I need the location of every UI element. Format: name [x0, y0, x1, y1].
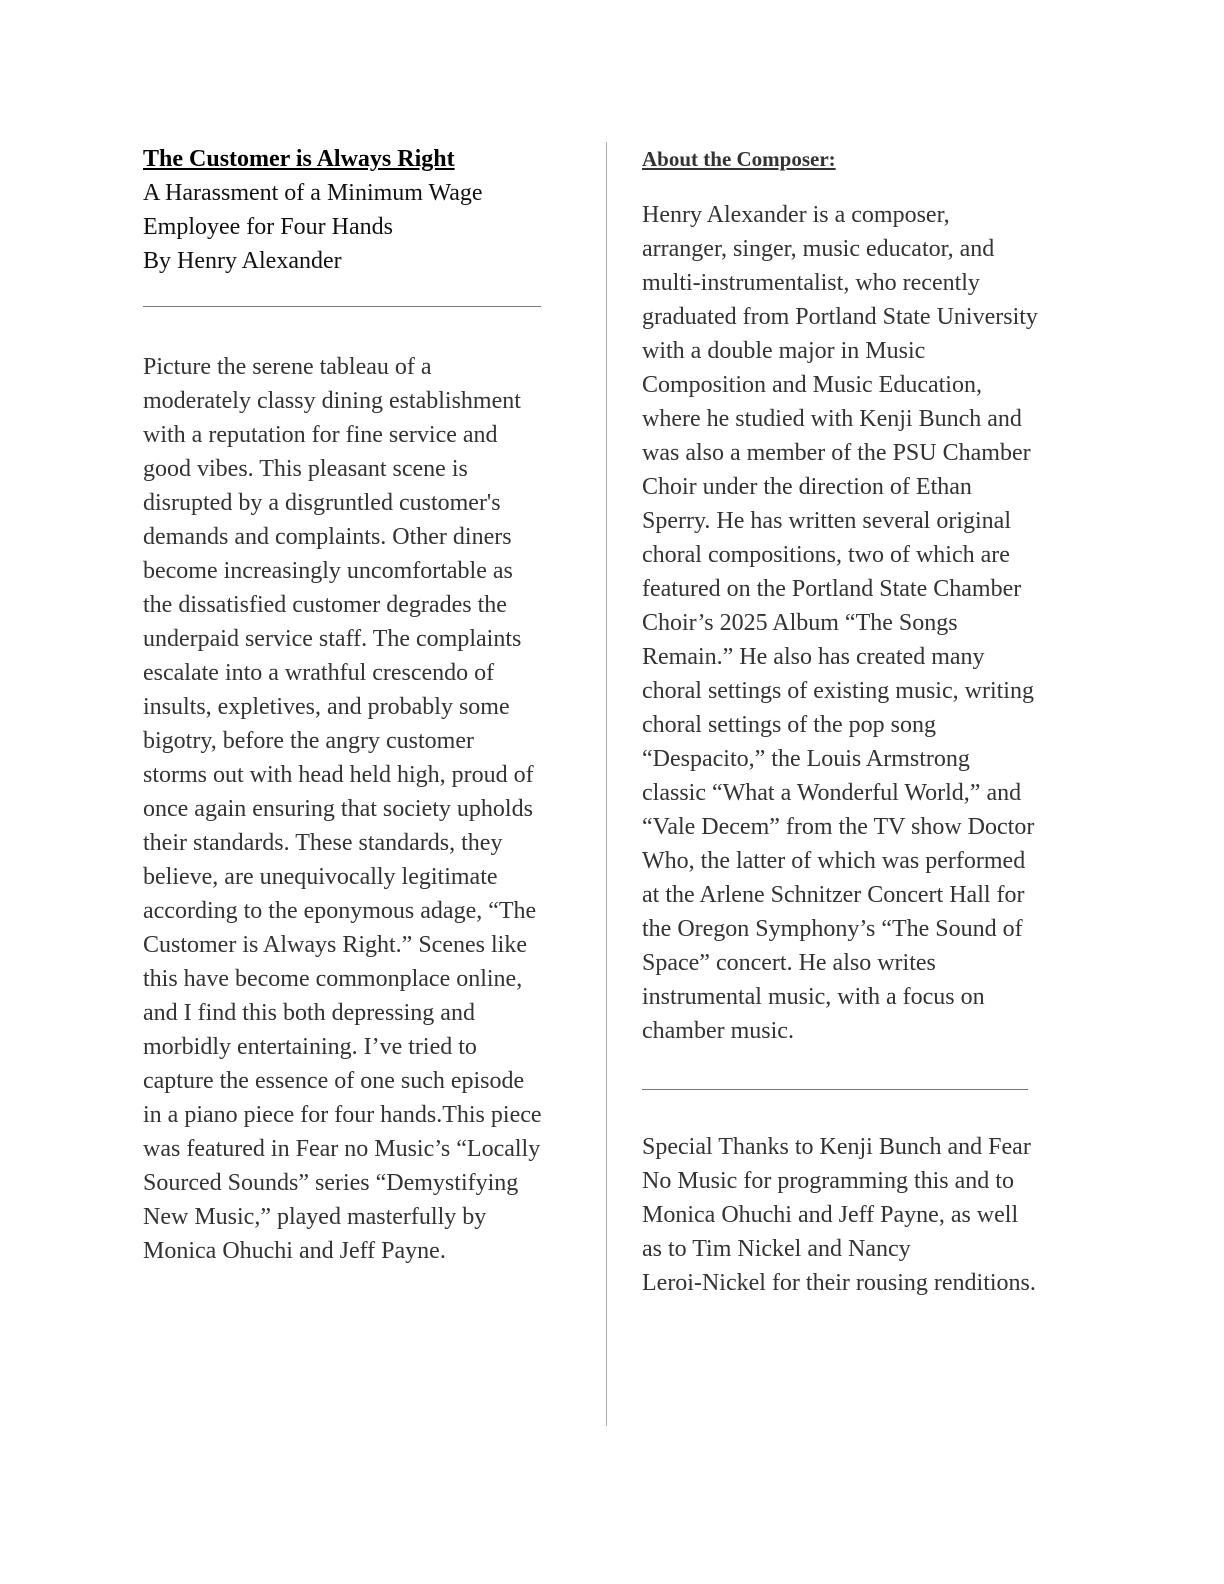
- bio-line: the Oregon Symphony’s “The Sound of: [642, 916, 1023, 942]
- description-line: was featured in Fear no Music’s “Locally: [143, 1136, 541, 1162]
- bio-line: classic “What a Wonderful World,” and: [642, 780, 1022, 806]
- description-line: New Music,” played masterfully by: [143, 1204, 487, 1230]
- piece-description: [143, 350, 583, 1268]
- thanks-line: No Music for programming this and to: [642, 1168, 1014, 1194]
- left-horizontal-rule: [143, 306, 541, 307]
- special-thanks: [642, 1130, 1082, 1300]
- description-line: escalate into a wrathful crescendo of: [143, 660, 495, 686]
- thanks-line: Leroi-Nickel for their rousing renditions.: [642, 1270, 1036, 1296]
- bio-line: Sperry. He has written several original: [642, 508, 1011, 534]
- description-line: moderately classy dining establishment: [143, 388, 521, 414]
- bio-line: Henry Alexander is a composer,: [642, 202, 950, 228]
- description-line: insults, expletives, and probably some: [143, 694, 510, 720]
- composer-bio: [642, 198, 1082, 1048]
- bio-line: Composition and Music Education,: [642, 372, 982, 398]
- description-line: disrupted by a disgruntled customer's: [143, 490, 501, 516]
- bio-line: choral settings of the pop song: [642, 712, 936, 738]
- description-line: underpaid service staff. The complaints: [143, 626, 522, 652]
- description-line: morbidly entertaining. I’ve tried to: [143, 1034, 477, 1060]
- bio-line: Space” concert. He also writes: [642, 950, 936, 976]
- description-line: bigotry, before the angry customer: [143, 728, 474, 754]
- piece-title: The Customer is Always Right: [143, 146, 455, 172]
- left-column: [143, 142, 583, 1268]
- subtitle-line: A Harassment of a Minimum Wage: [143, 180, 483, 206]
- bio-line: choral compositions, two of which are: [642, 542, 1010, 568]
- bio-line: Choir under the direction of Ethan: [642, 474, 972, 500]
- bio-line: “Vale Decem” from the TV show Doctor: [642, 814, 1035, 840]
- description-line: once again ensuring that society upholds: [143, 796, 533, 822]
- bio-line: at the Arlene Schnitzer Concert Hall for: [642, 882, 1025, 908]
- thanks-line: as to Tim Nickel and Nancy: [642, 1236, 911, 1262]
- description-line: demands and complaints. Other diners: [143, 524, 512, 550]
- description-line: in a piano piece for four hands.This piece: [143, 1102, 542, 1128]
- column-divider: [606, 142, 607, 1426]
- description-line: the dissatisfied customer degrades the: [143, 592, 507, 618]
- description-line: Monica Ohuchi and Jeff Payne.: [143, 1238, 446, 1264]
- description-line: with a reputation for fine service and: [143, 422, 498, 448]
- thanks-line: Monica Ohuchi and Jeff Payne, as well: [642, 1202, 1019, 1228]
- composer-credit: By Henry Alexander: [143, 248, 342, 274]
- bio-line: “Despacito,” the Louis Armstrong: [642, 746, 970, 772]
- bio-line: Remain.” He also has created many: [642, 644, 985, 670]
- bio-line: instrumental music, with a focus on: [642, 984, 985, 1010]
- bio-line: chamber music.: [642, 1018, 794, 1044]
- description-line: Customer is Always Right.” Scenes like: [143, 932, 527, 958]
- description-line: this have become commonplace online,: [143, 966, 523, 992]
- right-column: [642, 142, 1082, 1300]
- subtitle-line: Employee for Four Hands: [143, 214, 393, 240]
- description-line: storms out with head held high, proud of: [143, 762, 534, 788]
- description-line: good vibes. This pleasant scene is: [143, 456, 468, 482]
- bio-line: Who, the latter of which was performed: [642, 848, 1026, 874]
- description-line: become increasingly uncomfortable as: [143, 558, 513, 584]
- bio-line: arranger, singer, music educator, and: [642, 236, 995, 262]
- bio-line: with a double major in Music: [642, 338, 926, 364]
- description-line: their standards. These standards, they: [143, 830, 503, 856]
- bio-line: multi-instrumentalist, who recently: [642, 270, 980, 296]
- description-line: and I find this both depressing and: [143, 1000, 475, 1026]
- bio-line: where he studied with Kenji Bunch and: [642, 406, 1022, 432]
- right-horizontal-rule: [642, 1089, 1028, 1090]
- thanks-line: Special Thanks to Kenji Bunch and Fear: [642, 1134, 1031, 1160]
- description-line: Picture the serene tableau of a: [143, 354, 432, 380]
- about-composer-heading: About the Composer:: [642, 147, 836, 171]
- description-line: Sourced Sounds” series “Demystifying: [143, 1170, 519, 1196]
- description-line: according to the eponymous adage, “The: [143, 898, 537, 924]
- piece-subtitle: [143, 176, 583, 278]
- description-line: capture the essence of one such episode: [143, 1068, 525, 1094]
- bio-line: Choir’s 2025 Album “The Songs: [642, 610, 958, 636]
- description-line: believe, are unequivocally legitimate: [143, 864, 498, 890]
- bio-line: graduated from Portland State University: [642, 304, 1038, 330]
- bio-line: was also a member of the PSU Chamber: [642, 440, 1031, 466]
- bio-line: choral settings of existing music, writing: [642, 678, 1034, 704]
- bio-line: featured on the Portland State Chamber: [642, 576, 1022, 602]
